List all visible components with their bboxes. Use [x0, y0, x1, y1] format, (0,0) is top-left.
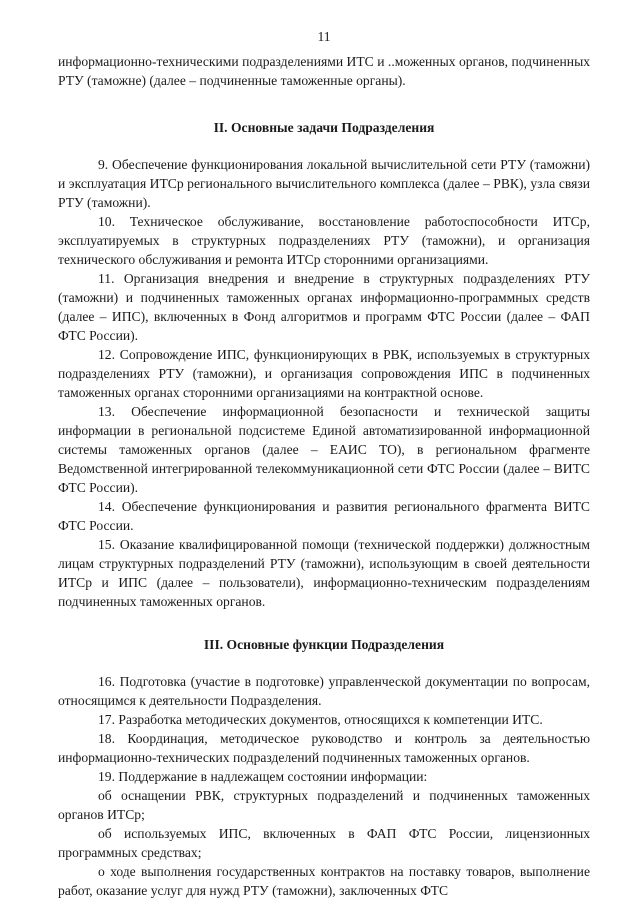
- item-10: 10. Техническое обслуживание, восстановление работоспособности ИТСр, эксплуатируемых в структурных подразделениях РТУ (таможни), и организация технического обслуживания и ремонта ИТСр сторонними организациями.: [58, 214, 590, 267]
- item-18: 18. Координация, методическое руководство и контроль за деятельностью информационно-технических подразделений подчиненных таможенных органов.: [58, 731, 590, 765]
- item-17: 17. Разработка методических документов, относящихся к компетенции ИТС.: [98, 712, 543, 727]
- item-19-sub-2: об используемых ИПС, включенных в ФАП ФТС России, лицензионных программных средствах;: [58, 826, 590, 860]
- item-13: 13. Обеспечение информационной безопасности и технической защиты информации в региональной подсистеме Единой автоматизированной информационной системы таможенных органов (далее – ЕАИС ТО), в региональном фрагменте Ведомственной интегрированной телекоммуникационной сети ФТС России (далее – ВИТС ФТС России).: [58, 404, 590, 495]
- item-19: 19. Поддержание в надлежащем состоянии информации:: [98, 769, 428, 784]
- item-19-sub-3: о ходе выполнения государственных контрактов на поставку товаров, выполнение работ, оказание услуг для нужд РТУ (таможни), заключенных ФТС: [58, 864, 590, 898]
- page-number: 11: [317, 29, 331, 44]
- item-12: 12. Сопровождение ИПС, функционирующих в РВК, используемых в структурных подразделениях РТУ (таможни), и организация сопровождения ИПС в подчиненных таможенных органах сторонними организациями на контрактной основе.: [58, 347, 590, 400]
- item-9: 9. Обеспечение функционирования локальной вычислительной сети РТУ (таможни) и эксплуатация ИТСр регионального вычислительного комплекса (далее – РВК), узла связи РТУ (таможни).: [58, 157, 590, 210]
- item-19-sub-1: об оснащении РВК, структурных подразделений и подчиненных таможенных органов ИТСр;: [58, 788, 590, 822]
- section-3-title: III. Основные функции Подразделения: [203, 637, 445, 652]
- item-16: 16. Подготовка (участие в подготовке) управленческой документации по вопросам, относящимся к деятельности Подразделения.: [58, 674, 590, 708]
- intro-paragraph: информационно-техническими подразделениями ИТС и ..моженных органов, подчиненных РТУ (таможне) (далее – подчиненные таможенные органы).: [58, 54, 590, 88]
- item-15: 15. Оказание квалифицированной помощи (технической поддержки) должностным лицам структурных подразделений РТУ (таможни), использующим в своей деятельности ИТСр и ИПС (далее – пользователи), информационно-техническим подразделениям подчиненных таможенных органов.: [58, 537, 590, 609]
- item-14: 14. Обеспечение функционирования и развития регионального фрагмента ВИТС ФТС России.: [58, 499, 590, 533]
- item-11: 11. Организация внедрения и внедрение в структурных подразделениях РТУ (таможни) и подчиненных таможенных органах информационно-программных средств (далее – ИПС), включенных в Фонд алгоритмов и программ ФТС России (далее – ФАП ФТС России).: [58, 271, 590, 343]
- section-2-title: II. Основные задачи Подразделения: [213, 120, 435, 135]
